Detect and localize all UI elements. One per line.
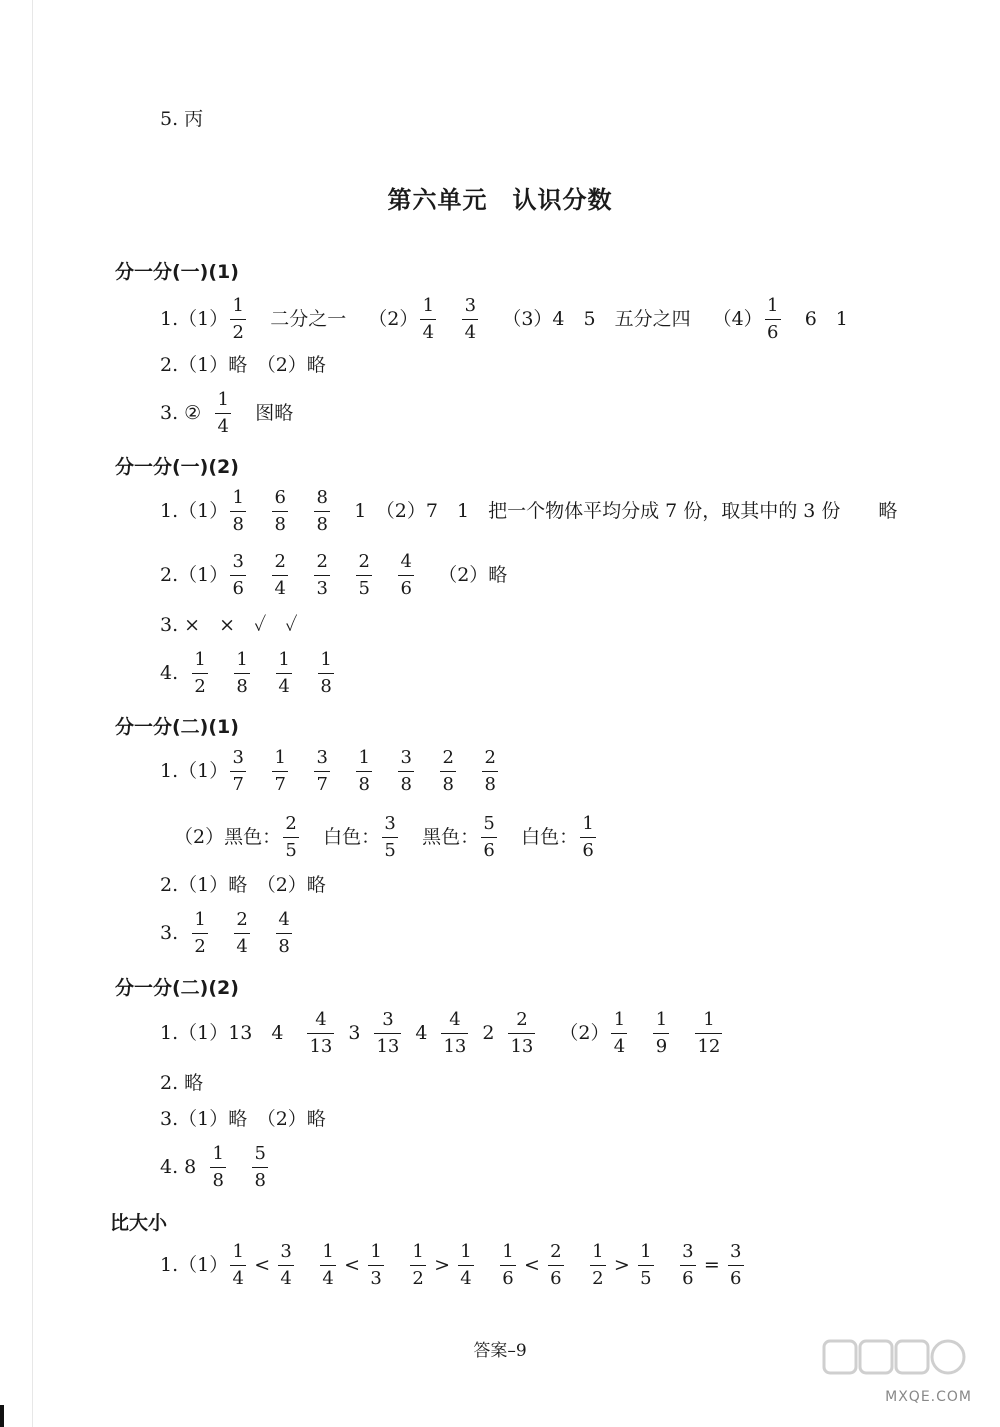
text: 2 — [482, 1022, 495, 1044]
text: 2.（1）略 （2）略 — [160, 354, 326, 376]
fraction: $\frac{5}{6}$ — [481, 814, 497, 861]
text: 4 — [415, 1022, 428, 1044]
fraction: $\frac{2}{5}$ — [283, 814, 299, 861]
s2-line-4 — [160, 650, 336, 697]
fraction: $\frac{1}{2}$ — [230, 296, 246, 343]
fraction: $\frac{1}{8}$ — [356, 748, 372, 795]
fraction: $\frac{3}{5}$ — [382, 814, 398, 861]
fraction: $\frac{3}{4}$ — [278, 1242, 294, 1289]
operator: < — [344, 1254, 361, 1276]
label: 2.（1） — [160, 564, 229, 586]
label: 1.（1） — [160, 308, 229, 330]
label: 1.（1）13 4 — [160, 1022, 284, 1044]
operator: > — [434, 1254, 450, 1276]
text: 3 — [348, 1022, 361, 1044]
s2-line-2 — [160, 552, 507, 599]
section-heading-4: 分一分(二)(2) — [115, 977, 239, 999]
s3-line-2 — [160, 876, 326, 895]
text: 1 （2）7 1 把一个物体平均分成 7 份，取其中的 3 份 略 — [354, 500, 898, 522]
text: 二分之一 — [270, 308, 347, 330]
fraction: $\frac{3}{13}$ — [376, 1009, 400, 1057]
label: 1.（1） — [160, 1254, 229, 1276]
fraction: $\frac{2}{8}$ — [482, 748, 498, 795]
fraction: $\frac{1}{6}$ — [765, 296, 781, 343]
s1-line-1 — [160, 296, 848, 343]
text: 3. × × ✓ ✓ — [160, 614, 298, 636]
fraction: $\frac{1}{5}$ — [638, 1242, 654, 1289]
fraction: $\frac{1}{12}$ — [697, 1009, 721, 1057]
fraction: $\frac{2}{3}$ — [314, 552, 330, 599]
fraction: $\frac{1}{9}$ — [653, 1010, 669, 1057]
text: 白色： — [323, 826, 381, 848]
item-5-text: 5. 丙 — [160, 108, 204, 130]
scan-edge-mark — [0, 1405, 4, 1427]
text: （3）4 5 五分之四 — [502, 308, 691, 330]
fraction: $\frac{2}{5}$ — [356, 552, 372, 599]
unit-title: 第六单元 认识分数 — [387, 186, 613, 214]
fraction: $\frac{1}{4}$ — [230, 1242, 246, 1289]
label: 4. 8 — [160, 1156, 197, 1178]
fraction: $\frac{1}{3}$ — [368, 1242, 384, 1289]
fraction: $\frac{1}{2}$ — [410, 1242, 426, 1289]
fraction: $\frac{1}{7}$ — [272, 748, 288, 795]
fraction: $\frac{2}{6}$ — [548, 1242, 564, 1289]
fraction: $\frac{2}{4}$ — [272, 552, 288, 599]
s1-line-3 — [160, 390, 293, 437]
fraction: $\frac{3}{6}$ — [728, 1242, 744, 1289]
text: 黑色： — [422, 826, 480, 848]
fraction: $\frac{5}{8}$ — [252, 1144, 268, 1191]
section-heading-3: 分一分(二)(1) — [115, 716, 239, 738]
text: （2）略 — [438, 564, 508, 586]
fraction: $\frac{3}{7}$ — [314, 748, 330, 795]
s4-line-2 — [160, 1074, 203, 1093]
section-heading-2: 分一分(一)(2) — [115, 456, 239, 478]
label: 1.（1） — [160, 760, 229, 782]
s2-line-1 — [160, 488, 897, 535]
watermark-text: MXQE.COM — [885, 1389, 972, 1405]
page-footer: 答案–9 — [473, 1341, 527, 1361]
label: （2） — [559, 1022, 610, 1044]
label: 4. — [160, 662, 179, 684]
label: 3. ② — [160, 402, 202, 424]
text: 3.（1）略 （2）略 — [160, 1108, 326, 1130]
fraction: $\frac{8}{8}$ — [314, 488, 330, 535]
s5-line-1 — [160, 1242, 746, 1289]
fraction: $\frac{1}{4}$ — [215, 390, 231, 437]
fraction: $\frac{1}{4}$ — [320, 1242, 336, 1289]
label: （2）黑色： — [174, 826, 282, 848]
label: 3. — [160, 922, 179, 944]
label: （2） — [368, 308, 419, 330]
s4-line-4 — [160, 1144, 270, 1191]
fraction: $\frac{4}{6}$ — [398, 552, 414, 599]
fraction: $\frac{1}{4}$ — [420, 296, 436, 343]
operator: < — [254, 1254, 271, 1276]
s2-line-3 — [160, 616, 298, 635]
fraction: $\frac{2}{4}$ — [234, 910, 250, 957]
text: 6 1 — [804, 308, 848, 330]
fraction: $\frac{1}{2}$ — [590, 1242, 606, 1289]
fraction: $\frac{3}{6}$ — [680, 1242, 696, 1289]
s1-line-2 — [160, 356, 326, 375]
s3-line-3 — [160, 910, 294, 957]
fraction: $\frac{3}{4}$ — [462, 296, 478, 343]
text: 白色： — [521, 826, 579, 848]
fraction: $\frac{6}{8}$ — [272, 488, 288, 535]
operator: > — [613, 1254, 630, 1276]
fraction: $\frac{2}{13}$ — [510, 1009, 534, 1057]
operator: < — [523, 1254, 540, 1276]
fraction: $\frac{1}{4}$ — [611, 1010, 627, 1057]
fraction: $\frac{1}{6}$ — [580, 814, 596, 861]
fraction: $\frac{1}{8}$ — [318, 650, 334, 697]
s4-line-1 — [160, 1010, 724, 1057]
fraction: $\frac{1}{2}$ — [192, 910, 208, 957]
s4-line-3 — [160, 1110, 326, 1129]
label: （4） — [712, 308, 763, 330]
fraction: $\frac{1}{8}$ — [230, 488, 246, 535]
section-heading-5: 比大小 — [110, 1212, 168, 1234]
text: 2.（1）略 （2）略 — [160, 874, 326, 896]
fraction: $\frac{3}{8}$ — [398, 748, 414, 795]
fraction: $\frac{1}{4}$ — [276, 650, 292, 697]
label: 1.（1） — [160, 500, 229, 522]
text: 2. 略 — [160, 1072, 204, 1094]
section-heading-1: 分一分(一)(1) — [115, 261, 239, 283]
fraction: $\frac{3}{7}$ — [230, 748, 246, 795]
fraction: $\frac{4}{13}$ — [443, 1009, 467, 1057]
fraction: $\frac{2}{8}$ — [440, 748, 456, 795]
fraction: $\frac{3}{6}$ — [230, 552, 246, 599]
fraction: $\frac{1}{8}$ — [210, 1144, 226, 1191]
operator: = — [703, 1254, 720, 1276]
fraction: $\frac{1}{4}$ — [458, 1242, 474, 1289]
fraction: $\frac{1}{2}$ — [192, 650, 208, 697]
fraction: $\frac{1}{8}$ — [234, 650, 250, 697]
text: 图略 — [255, 402, 294, 424]
fraction: $\frac{4}{13}$ — [309, 1009, 333, 1057]
fraction: $\frac{1}{6}$ — [500, 1242, 516, 1289]
s3-line-1b — [174, 814, 598, 861]
fraction: $\frac{4}{8}$ — [276, 910, 292, 957]
s3-line-1 — [160, 748, 500, 795]
item-5 — [160, 110, 203, 129]
